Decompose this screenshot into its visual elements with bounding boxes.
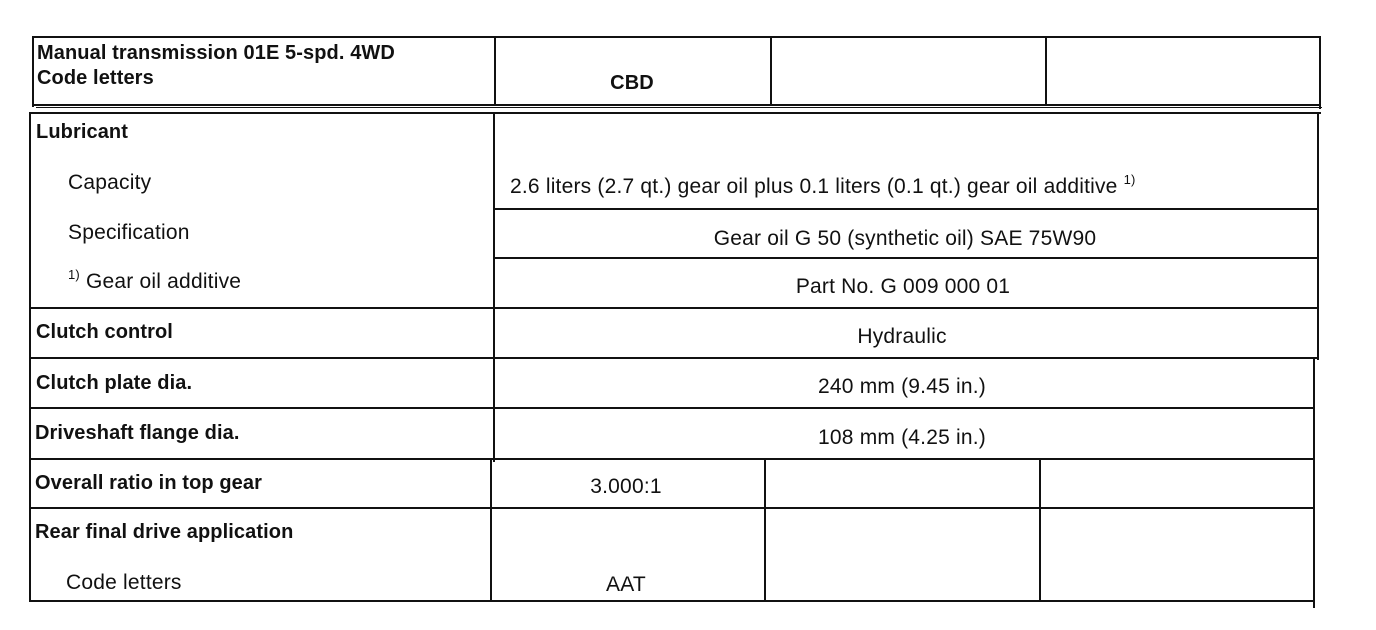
clutch-plate-value: 240 mm (9.45 in.) <box>818 375 986 398</box>
table-bottom-border <box>29 600 1315 602</box>
overall-ratio-bottom-line <box>30 507 1315 509</box>
header-bottom-border <box>34 104 1320 106</box>
additive-value: Part No. G 009 000 01 <box>795 275 1011 298</box>
additive-label <box>68 267 242 293</box>
driveshaft-flange-value: 108 mm (4.25 in.) <box>818 426 986 449</box>
header-divider-1 <box>494 36 496 106</box>
capacity-footnote-mark: 1) <box>1123 172 1136 187</box>
header-bottom-shadow <box>36 107 1322 108</box>
header-title-line-2: Code letters <box>37 67 154 89</box>
specification-label: Specification <box>68 221 190 244</box>
lower-column-divider-1 <box>764 460 766 601</box>
clutch-plate-label: Clutch plate dia. <box>36 372 193 394</box>
rear-final-drive-label: Rear final drive application <box>35 521 294 543</box>
header-title-line-1: Manual transmission 01E 5-spd. 4WD <box>37 42 395 64</box>
lubricant-section-bottom-line <box>30 307 1319 309</box>
rear-final-drive-code-value: AAT <box>606 573 646 596</box>
table-top-border <box>30 112 1321 114</box>
driveshaft-flange-bottom-line <box>30 458 1315 460</box>
additive-label-text: Gear oil additive <box>86 270 242 293</box>
additive-footnote-mark: 1) <box>68 267 80 282</box>
header-divider-3 <box>1045 36 1047 106</box>
rear-final-drive-code-label: Code letters <box>66 571 182 594</box>
capacity-value-text: 2.6 liters (2.7 qt.) gear oil plus 0.1 liters (0.1 qt.) gear oil additive <box>510 175 1118 198</box>
clutch-plate-bottom-line <box>30 407 1315 409</box>
table-right-border-lower <box>1313 359 1315 608</box>
label-column-divider-upper <box>493 112 495 462</box>
header-code-value: CBD <box>610 72 654 94</box>
lower-column-divider-2 <box>1039 460 1041 601</box>
header-divider-2 <box>770 36 772 106</box>
clutch-control-label: Clutch control <box>36 321 173 343</box>
header-left-border <box>32 36 34 107</box>
header-right-border <box>1319 36 1321 109</box>
overall-ratio-value: 3.000:1 <box>590 475 662 498</box>
capacity-row-bottom-line <box>493 208 1319 210</box>
header-top-border <box>32 36 1321 38</box>
lubricant-section-label: Lubricant <box>36 121 129 143</box>
overall-ratio-label: Overall ratio in top gear <box>35 472 263 494</box>
label-column-divider-lower <box>490 460 492 601</box>
specification-value: Gear oil G 50 (synthetic oil) SAE 75W90 <box>713 227 1097 250</box>
clutch-control-value: Hydraulic <box>857 325 947 348</box>
table-right-border-upper <box>1317 112 1319 360</box>
capacity-value <box>510 172 1136 198</box>
clutch-control-bottom-line <box>30 357 1319 359</box>
specification-row-bottom-line <box>493 257 1319 259</box>
capacity-label: Capacity <box>68 171 152 194</box>
driveshaft-flange-label: Driveshaft flange dia. <box>35 422 240 444</box>
